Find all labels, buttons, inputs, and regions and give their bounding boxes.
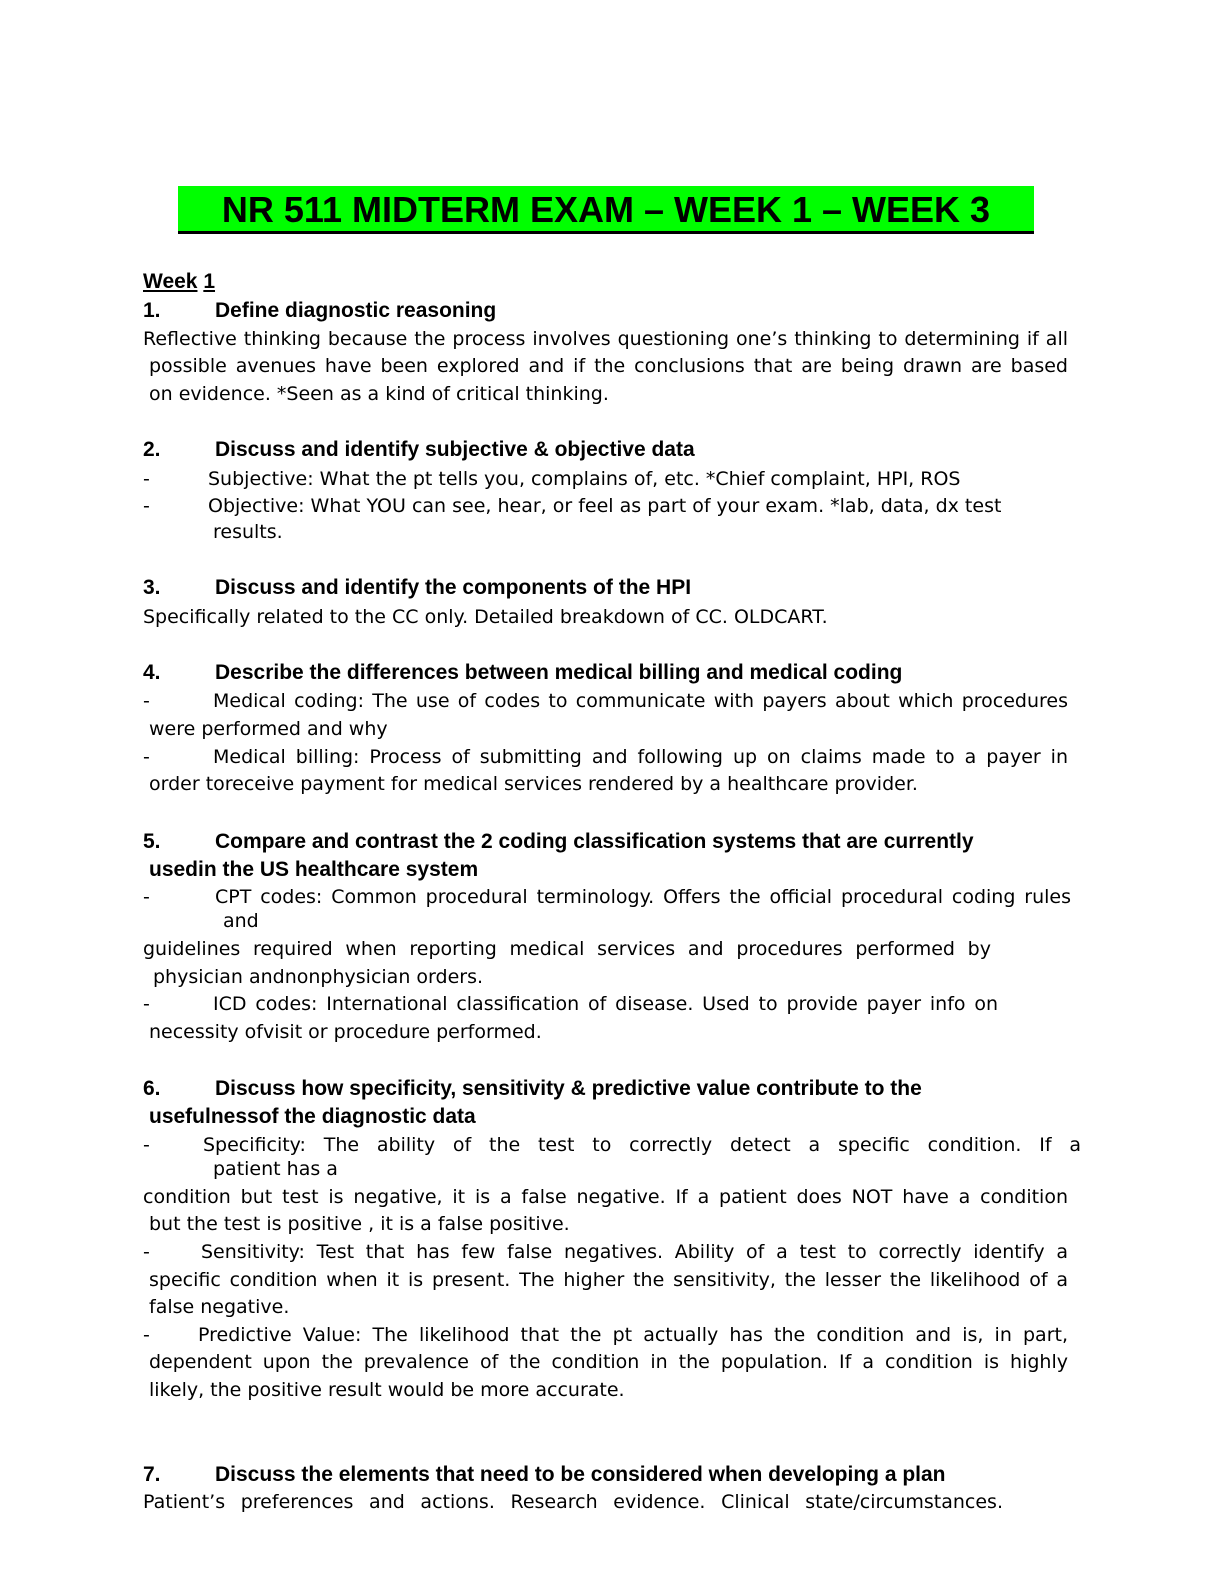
body-text: necessity ofvisit or procedure performed. (149, 1021, 542, 1043)
section-number: 2. (143, 438, 161, 461)
section-number: 6. (143, 1077, 161, 1100)
bullet-text: ICD codes: International classification of disease. Used to provide payer info on (213, 993, 998, 1015)
section-heading-text: Discuss the elements that need to be considered when developing a plan (215, 1463, 946, 1486)
section-4-heading (143, 661, 902, 685)
bullet-text: Medical billing: Process of submitting and following up on claims made to a payer in (213, 746, 1068, 768)
body-text: likely, the positive result would be more accurate. (149, 1379, 625, 1401)
section-7-heading (143, 1463, 946, 1487)
body-text: Patient’s preferences and actions. Research evidence. Clinical state/circumstances. (143, 1491, 1003, 1513)
section-heading-text: Compare and contrast the 2 coding classification systems that are currently (215, 830, 974, 853)
body-text: order toreceive payment for medical services rendered by a healthcare provider. (149, 773, 918, 795)
body-text: were performed and why (149, 718, 388, 740)
section-3-heading (143, 576, 691, 600)
section-heading-text: Describe the differences between medical billing and medical coding (215, 661, 903, 684)
bullet-text: Medical coding: The use of codes to communicate with payers about which procedures (213, 690, 1068, 712)
body-text: false negative. (149, 1296, 290, 1318)
list-item (143, 1323, 1068, 1347)
list-item (143, 745, 1068, 769)
section-number: 5. (143, 830, 161, 853)
body-text: Specifically related to the CC only. Detailed breakdown of CC. OLDCART. (143, 606, 828, 628)
list-item (143, 689, 1068, 713)
body-text: but the test is positive , it is a false positive. (149, 1213, 570, 1235)
week-label-text: Week (143, 270, 198, 293)
bullet-dash: - (143, 468, 150, 490)
body-text: patient has a (213, 1158, 338, 1180)
section-heading-text: Discuss how specificity, sensitivity & predictive value contribute to the (215, 1077, 922, 1100)
bullet-dash: - (143, 746, 150, 768)
list-item (143, 885, 1071, 909)
body-text: dependent upon the prevalence of the condition in the population. If a condition is highly (149, 1351, 1068, 1373)
bullet-text: Sensitivity: Test that has few false negatives. Ability of a test to correctly identify a (201, 1241, 1068, 1263)
body-text: condition but test is negative, it is a false negative. If a patient does NOT have a condition (143, 1186, 1068, 1208)
section-number: 4. (143, 661, 161, 684)
body-text: physician andnonphysician orders. (153, 966, 484, 988)
section-5-heading (143, 830, 974, 854)
list-item (143, 1133, 1081, 1157)
list-item (143, 467, 960, 491)
body-text: possible avenues have been explored and if the conclusions that are being drawn are based (149, 355, 1068, 377)
bullet-dash: - (143, 690, 150, 712)
section-heading-cont: usefulnessof the diagnostic data (149, 1105, 476, 1128)
bullet-dash: - (143, 1241, 150, 1263)
bullet-dash: - (143, 886, 150, 908)
document-title: NR 511 MIDTERM EXAM – WEEK 1 – WEEK 3 (178, 186, 1034, 234)
body-text: on evidence. *Seen as a kind of critical thinking. (149, 383, 609, 405)
bullet-text: CPT codes: Common procedural terminology. Offers the official procedural coding rules (215, 886, 1071, 908)
list-item (143, 494, 1001, 518)
bullet-text: Objective: What YOU can see, hear, or feel as part of your exam. *lab, data, dx test (208, 495, 1002, 517)
section-number: 1. (143, 299, 161, 322)
section-2-heading (143, 438, 695, 462)
bullet-text: Specificity: The ability of the test to correctly detect a specific condition. If a (203, 1134, 1081, 1156)
body-text: and (223, 910, 259, 932)
week-label (143, 270, 215, 294)
body-text: results. (213, 521, 283, 543)
list-item (143, 992, 998, 1016)
section-heading-text: Discuss and identify subjective & objective data (215, 438, 695, 461)
bullet-dash: - (143, 495, 150, 517)
week-number: 1 (203, 270, 216, 293)
section-number: 7. (143, 1463, 161, 1486)
section-heading-cont: usedin the US healthcare system (149, 858, 479, 881)
list-item (143, 1240, 1068, 1264)
section-heading-text: Define diagnostic reasoning (215, 299, 497, 322)
body-text: Reflective thinking because the process involves questioning one’s thinking to determining if all (143, 328, 1068, 350)
bullet-dash: - (143, 1324, 150, 1346)
section-6-heading (143, 1077, 922, 1101)
bullet-text: Predictive Value: The likelihood that the pt actually has the condition and is, in part, (198, 1324, 1068, 1346)
bullet-dash: - (143, 1134, 150, 1156)
section-heading-text: Discuss and identify the components of the HPI (215, 576, 692, 599)
body-text: specific condition when it is present. The higher the sensitivity, the lesser the likelihood of a (149, 1269, 1068, 1291)
body-text: guidelines required when reporting medical services and procedures performed by (143, 938, 991, 960)
section-1-heading (143, 299, 496, 323)
bullet-dash: - (143, 993, 150, 1015)
bullet-text: Subjective: What the pt tells you, complains of, etc. *Chief complaint, HPI, ROS (208, 468, 961, 490)
section-number: 3. (143, 576, 161, 599)
